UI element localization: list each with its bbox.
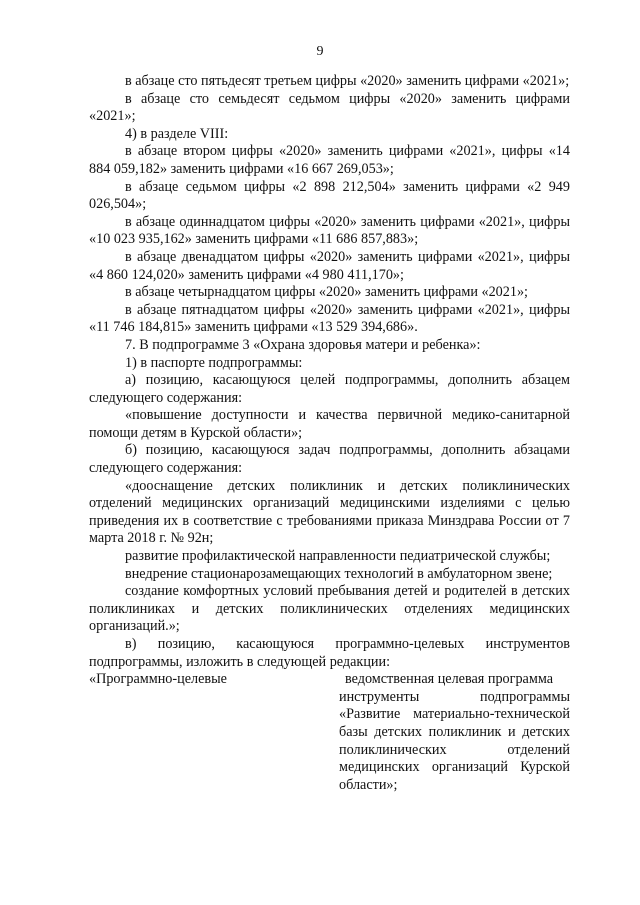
table-left-cell: «Программно-целевые: [89, 671, 227, 688]
paragraph: 7. В подпрограмме 3 «Охрана здоровья матери и ребенка»:: [125, 336, 481, 353]
paragraph: в абзаце сто семьдесят седьмом цифры «2020» заменить цифрами «2021»;: [89, 90, 570, 125]
paragraph: в абзаце четырнадцатом цифры «2020» заменить цифрами «2021»;: [125, 284, 528, 301]
table-right-line: ведомственная целевая программа: [345, 671, 554, 688]
document-body: [89, 73, 570, 794]
table-right-line: базы детских поликлиник и детских: [339, 723, 570, 740]
paragraph: развитие профилактической направленности педиатрической службы;: [125, 548, 551, 565]
paragraph: в абзаце втором цифры «2020» заменить цифрами «2021», цифры «14 884 059,182» заменить цифрами «16 667 269,053»;: [89, 143, 570, 177]
paragraph: в абзаце седьмом цифры «2 898 212,504» заменить цифрами «2 949 026,504»;: [89, 178, 570, 213]
paragraph: «дооснащение детских поликлиник и детских поликлинических отделений медицинских организаций медицинскими изделиями с целью приведения их в соответствие с требованиями приказа Минздрава России от 7 марта 2018 г. № 92н;: [89, 477, 570, 547]
paragraph: 4) в разделе VIII:: [125, 125, 229, 142]
amendment-table-row: [89, 671, 570, 794]
paragraph: в абзаце двенадцатом цифры «2020» заменить цифрами «2021», цифры «4 860 124,020» заменить цифрами «4 980 411,170»;: [89, 248, 570, 283]
paragraph: «повышение доступности и качества первичной медико-санитарной помощи детям в Курской области»;: [89, 407, 570, 441]
paragraph: создание комфортных условий пребывания детей и родителей в детских поликлиниках и детских поликлинических отделениях медицинских организаций.»;: [89, 583, 570, 635]
table-right-line: медицинских организаций Курской: [339, 759, 570, 776]
page-number: 9: [316, 44, 324, 59]
table-right-line: «Развитие материально-технической: [339, 706, 570, 723]
paragraph: а) позицию, касающуюся целей подпрограммы, дополнить абзацем следующего содержания:: [89, 372, 570, 406]
paragraph: б) позицию, касающуюся задач подпрограммы, дополнить абзацами следующего содержания:: [89, 442, 570, 477]
table-right-cell: [339, 671, 570, 794]
paragraph: в абзаце одиннадцатом цифры «2020» заменить цифрами «2021», цифры «10 023 935,162» заменить цифрами «11 686 857,883»;: [89, 213, 570, 248]
paragraph: в) позицию, касающуюся программно-целевых инструментов подпрограммы, изложить в следующей редакции:: [89, 636, 570, 670]
table-right-line: области»;: [339, 776, 398, 793]
table-right-line: инструменты подпрограммы: [339, 688, 570, 705]
table-right-line: поликлинических отделений: [339, 741, 570, 758]
paragraph: внедрение стационарозамещающих технологий в амбулаторном звене;: [125, 565, 553, 582]
paragraph: в абзаце сто пятьдесят третьем цифры «2020» заменить цифрами «2021»;: [125, 73, 570, 89]
paragraph: 1) в паспорте подпрограммы:: [125, 354, 303, 371]
paragraph: в абзаце пятнадцатом цифры «2020» заменить цифрами «2021», цифры «11 746 184,815» заменить цифрами «13 529 394,686».: [89, 301, 570, 336]
